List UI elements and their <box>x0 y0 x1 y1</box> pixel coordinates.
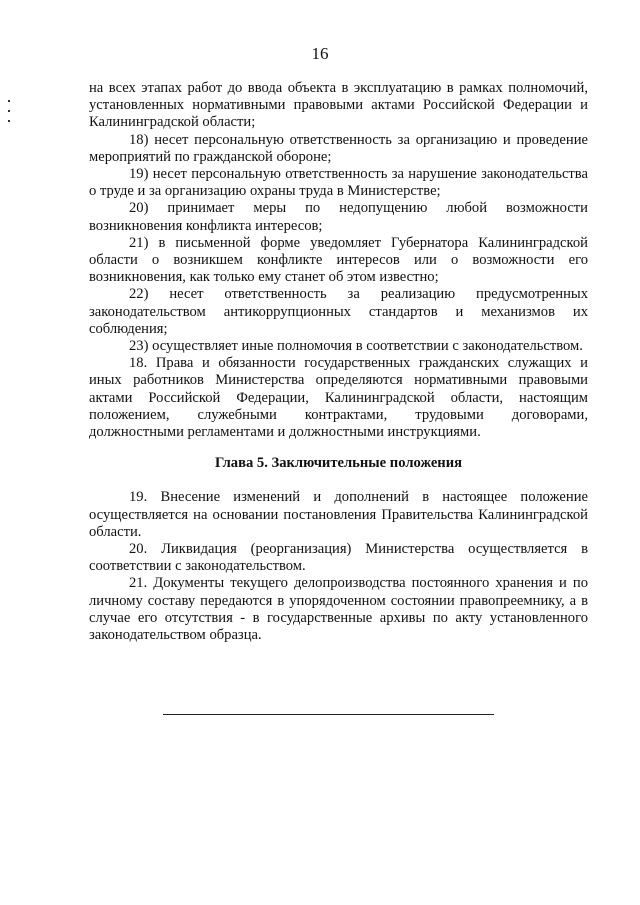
paragraph-item-20: 20) принимает меры по недопущению любой возможности возникновения конфликта интересов; <box>89 200 588 234</box>
document-body <box>89 80 588 644</box>
paragraph-section-20: 20. Ликвидация (реорганизация) Министерства осуществляется в соответствии с законодательством. <box>89 541 588 575</box>
paragraph-item-21: 21) в письменной форме уведомляет Губернатора Калининградской области о возникшем конфликте интересов или о возможности его возникновения, как только ему станет об этом известно; <box>89 234 588 286</box>
chapter-heading: Глава 5. Заключительные положения <box>214 455 463 472</box>
paragraph-section-18: 18. Права и обязанности государственных гражданских служащих и иных работников Министерства определяются нормативными правовыми актами Российской Федерации, Калининградской области, настоящим положением, служебными контрактами, трудовыми договорами, должностными регламентами и должностными инструкциями. <box>89 355 588 441</box>
paragraph-section-21: 21. Документы текущего делопроизводства постоянного хранения и по личному составу передаются в упорядоченном состоянии правопреемнику, а в случае его отсутствия - в государственные архивы по акту установленного законодательством образца. <box>89 575 588 644</box>
paragraph-item-19: 19) несет персональную ответственность за нарушение законодательства о труде и за организацию охраны труда в Министерстве; <box>89 166 588 200</box>
margin-punch-marks <box>8 100 12 124</box>
page-number: 16 <box>311 44 329 63</box>
paragraph-item-23: 23) осуществляет иные полномочия в соответствии с законодательством. <box>129 338 583 355</box>
paragraph-section-19: 19. Внесение изменений и дополнений в настоящее положение осуществляется на основании постановления Правительства Калининградской области. <box>89 489 588 540</box>
paragraph-item-22: 22) несет ответственность за реализацию предусмотренных законодательством антикоррупционных стандартов и механизмов их соблюдения; <box>89 286 588 337</box>
paragraph-item-18: 18) несет персональную ответственность за организацию и проведение мероприятий по гражданской обороне; <box>89 131 588 165</box>
paragraph-continuation: на всех этапах работ до ввода объекта в эксплуатацию в рамках полномочий, установленных нормативными правовыми актами Российской Федерации и Калининградской области; <box>89 80 588 131</box>
closing-rule <box>163 714 494 715</box>
